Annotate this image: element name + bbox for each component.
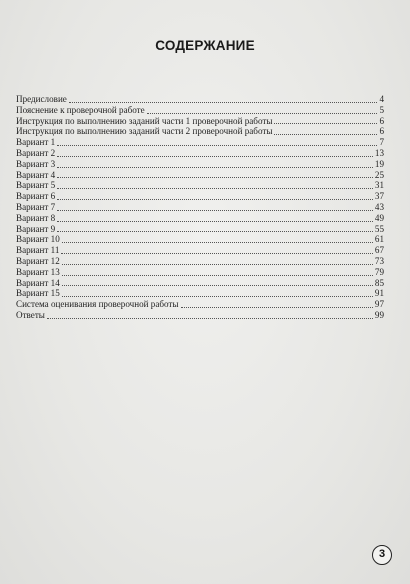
- toc-entry-page: 79: [374, 266, 384, 277]
- dot-leader: [274, 123, 377, 124]
- toc-entry: [16, 310, 384, 321]
- toc-entry-page: 6: [379, 115, 384, 126]
- dot-leader: [57, 221, 373, 222]
- dot-leader: [57, 177, 373, 178]
- page-number-badge: 3: [372, 545, 392, 565]
- dot-leader: [69, 102, 378, 103]
- dot-leader: [57, 199, 373, 200]
- dot-leader: [62, 264, 373, 265]
- toc-entry: [16, 159, 384, 170]
- toc-entry-label: Вариант 3: [16, 158, 56, 169]
- toc-entry-label: Вариант 10: [16, 234, 60, 245]
- toc-entry-page: 37: [374, 191, 384, 202]
- toc-entry-label: Вариант 1: [16, 137, 56, 148]
- dot-leader: [62, 296, 373, 297]
- toc-entry-page: 13: [374, 147, 384, 158]
- toc-entry: [16, 170, 384, 181]
- toc-entry-label: Вариант 14: [16, 277, 60, 288]
- toc-entry: [16, 278, 384, 289]
- toc-entry-page: 31: [374, 180, 384, 191]
- toc-entry-page: 4: [379, 94, 384, 104]
- toc-entry-page: 97: [374, 299, 384, 310]
- toc-entry-label: Предисловие: [16, 94, 67, 104]
- toc-entry: [16, 105, 384, 116]
- toc-entry: [16, 288, 384, 299]
- toc-entry-label: Вариант 8: [16, 212, 56, 223]
- toc-entry: [16, 202, 384, 213]
- toc-entry-label: Вариант 11: [16, 245, 60, 256]
- toc-entry-label: Вариант 9: [16, 223, 56, 234]
- toc-entry-label: Вариант 7: [16, 201, 56, 212]
- page-title: СОДЕРЖАНИЕ: [155, 38, 255, 53]
- dot-leader: [274, 134, 377, 135]
- toc-entry-page: 25: [374, 169, 384, 180]
- toc-entry-page: 55: [374, 223, 384, 234]
- toc-entry: [16, 299, 384, 310]
- toc-entry-label: Система оценивания проверочной работы: [16, 299, 179, 310]
- toc-entry: [16, 213, 384, 224]
- toc-entry-page: 85: [374, 277, 384, 288]
- toc-entry: [16, 148, 384, 159]
- toc-entry-label: Вариант 2: [16, 147, 56, 158]
- toc-entry-page: 61: [374, 234, 384, 245]
- toc-entry-label: Вариант 15: [16, 288, 60, 299]
- dot-leader: [57, 210, 373, 211]
- dot-leader: [147, 113, 378, 114]
- toc-entry-label: Вариант 5: [16, 180, 56, 191]
- toc-entry-label: Ответы: [16, 309, 45, 320]
- dot-leader: [47, 318, 373, 319]
- dot-leader: [62, 285, 373, 286]
- dot-leader: [57, 231, 373, 232]
- toc-entry: [16, 245, 384, 256]
- toc-entry-page: 99: [374, 309, 384, 320]
- dot-leader: [61, 253, 372, 254]
- toc-entry-page: 73: [374, 255, 384, 266]
- toc-entry: [16, 267, 384, 278]
- toc-entry-page: 49: [374, 212, 384, 223]
- dot-leader: [57, 156, 373, 157]
- toc-entry: [16, 256, 384, 267]
- toc-entry: [16, 116, 384, 127]
- table-of-contents: [16, 94, 384, 321]
- toc-entry-page: 67: [374, 245, 384, 256]
- toc-entry-page: 91: [374, 288, 384, 299]
- toc-entry: [16, 191, 384, 202]
- toc-entry-label: Вариант 13: [16, 266, 60, 277]
- toc-entry-label: Инструкция по выполнению заданий части 1 проверочной работы: [16, 115, 273, 126]
- toc-entry-label: Вариант 4: [16, 169, 56, 180]
- dot-leader: [57, 167, 373, 168]
- dot-leader: [181, 307, 373, 308]
- dot-leader: [62, 242, 373, 243]
- toc-entry: [16, 94, 384, 105]
- toc-entry: [16, 180, 384, 191]
- toc-entry-page: 5: [379, 104, 384, 115]
- toc-entry-label: Инструкция по выполнению заданий части 2 проверочной работы: [16, 126, 273, 137]
- dot-leader: [62, 275, 373, 276]
- toc-entry: [16, 234, 384, 245]
- dot-leader: [57, 145, 377, 146]
- toc-entry: [16, 137, 384, 148]
- toc-entry-label: Вариант 6: [16, 191, 56, 202]
- dot-leader: [57, 188, 373, 189]
- toc-entry: [16, 126, 384, 137]
- toc-entry-page: 6: [379, 126, 384, 137]
- toc-entry: [16, 224, 384, 235]
- toc-entry-label: Вариант 12: [16, 255, 60, 266]
- toc-entry-page: 19: [374, 158, 384, 169]
- toc-entry-page: 7: [379, 137, 384, 148]
- toc-entry-page: 43: [374, 201, 384, 212]
- toc-entry-label: Пояснение к проверочной работе: [16, 104, 145, 115]
